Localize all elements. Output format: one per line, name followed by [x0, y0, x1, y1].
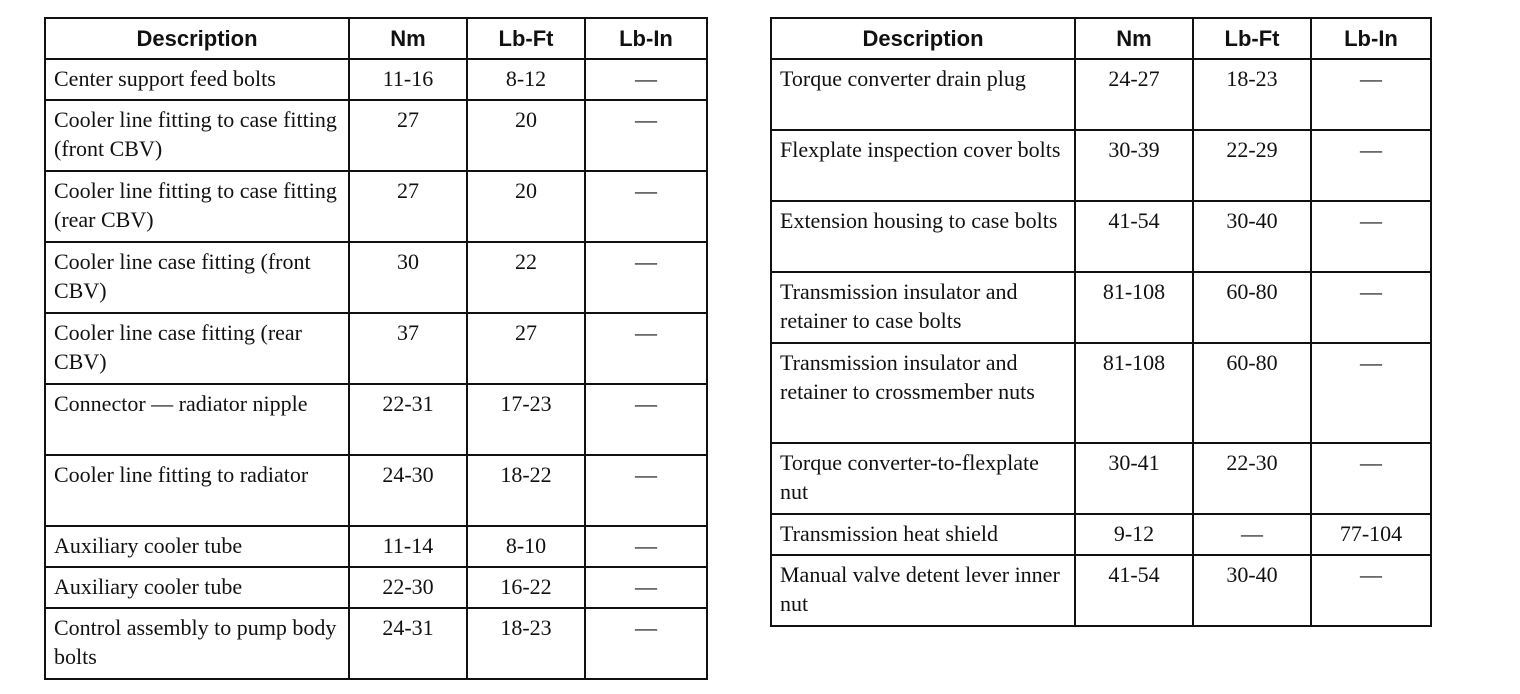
description-cell: Cooler line case fitting (rear CBV)	[45, 313, 349, 384]
nm-cell: 9-12	[1075, 514, 1193, 555]
nm-cell: 41-54	[1075, 201, 1193, 272]
table-row	[771, 272, 1431, 343]
description-cell: Manual valve detent lever inner nut	[771, 555, 1075, 626]
lb-ft-cell: 8-12	[467, 59, 585, 100]
lb-ft-cell: 18-23	[1193, 59, 1311, 130]
nm-cell: 22-31	[349, 384, 467, 455]
nm-cell: 81-108	[1075, 343, 1193, 443]
description-cell: Cooler line fitting to radiator	[45, 455, 349, 526]
table-row	[45, 526, 707, 567]
description-cell: Cooler line fitting to case fitting (rear CBV)	[45, 171, 349, 242]
table-row	[771, 130, 1431, 201]
table-row	[45, 171, 707, 242]
table-row	[45, 100, 707, 171]
lb-ft-cell: 60-80	[1193, 272, 1311, 343]
description-cell: Center support feed bolts	[45, 59, 349, 100]
lb-in-cell: —	[585, 608, 707, 679]
lb-ft-cell: 60-80	[1193, 343, 1311, 443]
nm-cell: 27	[349, 100, 467, 171]
table-row	[771, 514, 1431, 555]
description-cell: Auxiliary cooler tube	[45, 567, 349, 608]
lb-ft-cell: 20	[467, 171, 585, 242]
lb-in-cell: —	[1311, 272, 1431, 343]
nm-cell: 22-30	[349, 567, 467, 608]
header-lb-in: Lb-In	[585, 18, 707, 59]
lb-in-cell: —	[585, 59, 707, 100]
description-cell: Torque converter-to-flexplate nut	[771, 443, 1075, 514]
table-row	[45, 384, 707, 455]
nm-cell: 11-16	[349, 59, 467, 100]
nm-cell: 30	[349, 242, 467, 313]
lb-ft-cell: 16-22	[467, 567, 585, 608]
description-cell: Torque converter drain plug	[771, 59, 1075, 130]
header-nm: Nm	[1075, 18, 1193, 59]
header-lb-ft: Lb-Ft	[467, 18, 585, 59]
lb-in-cell: —	[585, 100, 707, 171]
lb-in-cell: —	[585, 455, 707, 526]
nm-cell: 11-14	[349, 526, 467, 567]
nm-cell: 30-41	[1075, 443, 1193, 514]
header-nm: Nm	[349, 18, 467, 59]
nm-cell: 81-108	[1075, 272, 1193, 343]
description-cell: Flexplate inspection cover bolts	[771, 130, 1075, 201]
lb-in-cell: —	[585, 567, 707, 608]
lb-in-cell: —	[1311, 555, 1431, 626]
lb-ft-cell: 18-22	[467, 455, 585, 526]
description-cell: Cooler line fitting to case fitting (front CBV)	[45, 100, 349, 171]
description-cell: Transmission heat shield	[771, 514, 1075, 555]
lb-in-cell: —	[1311, 201, 1431, 272]
header-description: Description	[45, 18, 349, 59]
lb-ft-cell: 22	[467, 242, 585, 313]
lb-in-cell: —	[585, 384, 707, 455]
lb-in-cell: —	[585, 171, 707, 242]
description-cell: Transmission insulator and retainer to case bolts	[771, 272, 1075, 343]
table-row	[45, 59, 707, 100]
header-description: Description	[771, 18, 1075, 59]
lb-in-cell: —	[1311, 59, 1431, 130]
lb-in-cell: 77-104	[1311, 514, 1431, 555]
lb-in-cell: —	[585, 242, 707, 313]
table-row	[771, 343, 1431, 443]
table-row	[45, 313, 707, 384]
table-row	[771, 201, 1431, 272]
lb-ft-cell: 30-40	[1193, 555, 1311, 626]
description-cell: Extension housing to case bolts	[771, 201, 1075, 272]
lb-ft-cell: 30-40	[1193, 201, 1311, 272]
nm-cell: 37	[349, 313, 467, 384]
description-cell: Cooler line case fitting (front CBV)	[45, 242, 349, 313]
lb-ft-cell: 22-29	[1193, 130, 1311, 201]
header-lb-ft: Lb-Ft	[1193, 18, 1311, 59]
table-row	[771, 555, 1431, 626]
lb-in-cell: —	[1311, 130, 1431, 201]
description-cell: Control assembly to pump body bolts	[45, 608, 349, 679]
table-header-row	[45, 18, 707, 59]
lb-ft-cell: 8-10	[467, 526, 585, 567]
table-header-row	[771, 18, 1431, 59]
table-row	[45, 455, 707, 526]
table-row	[771, 59, 1431, 130]
description-cell: Auxiliary cooler tube	[45, 526, 349, 567]
description-cell: Connector — radiator nipple	[45, 384, 349, 455]
table-row	[45, 567, 707, 608]
torque-table-left	[44, 17, 708, 680]
lb-in-cell: —	[585, 313, 707, 384]
table-row	[45, 242, 707, 313]
nm-cell: 41-54	[1075, 555, 1193, 626]
lb-ft-cell: 18-23	[467, 608, 585, 679]
lb-ft-cell: 20	[467, 100, 585, 171]
lb-in-cell: —	[585, 526, 707, 567]
nm-cell: 24-27	[1075, 59, 1193, 130]
lb-in-cell: —	[1311, 343, 1431, 443]
lb-ft-cell: 17-23	[467, 384, 585, 455]
nm-cell: 27	[349, 171, 467, 242]
lb-in-cell: —	[1311, 443, 1431, 514]
nm-cell: 24-31	[349, 608, 467, 679]
torque-table-right	[770, 17, 1432, 627]
header-lb-in: Lb-In	[1311, 18, 1431, 59]
nm-cell: 24-30	[349, 455, 467, 526]
description-cell: Transmission insulator and retainer to crossmember nuts	[771, 343, 1075, 443]
lb-ft-cell: —	[1193, 514, 1311, 555]
lb-ft-cell: 22-30	[1193, 443, 1311, 514]
table-row	[771, 443, 1431, 514]
table-row	[45, 608, 707, 679]
lb-ft-cell: 27	[467, 313, 585, 384]
nm-cell: 30-39	[1075, 130, 1193, 201]
